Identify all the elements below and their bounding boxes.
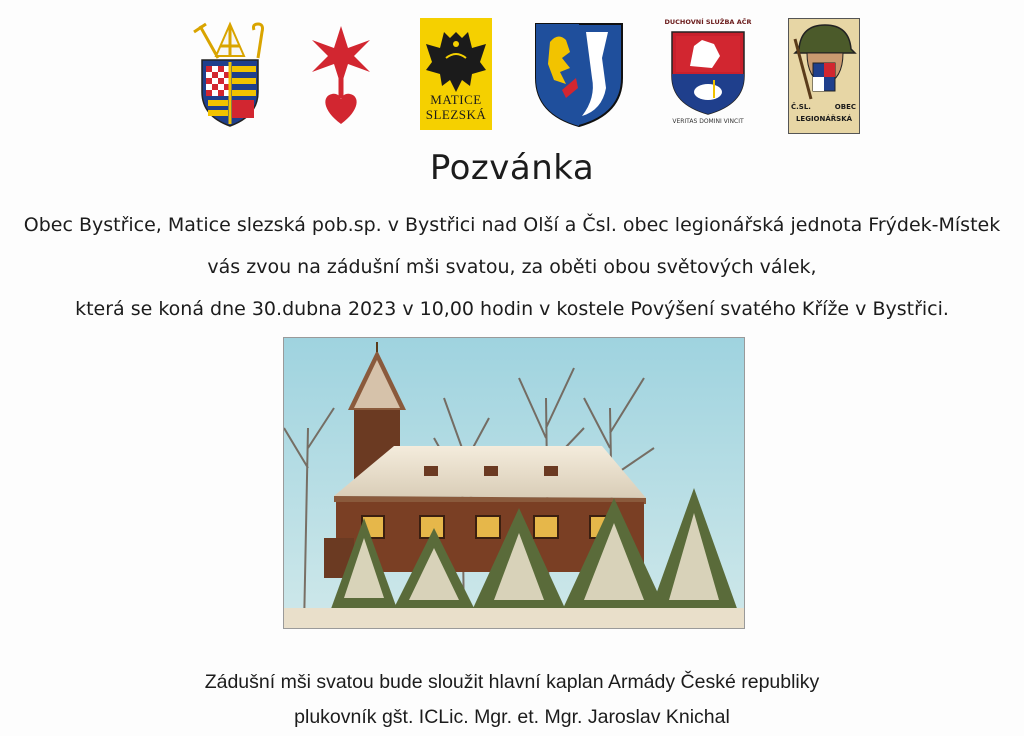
eagle-half-shield-icon: [532, 18, 626, 130]
duchovni-sluzba-logo: [664, 18, 752, 134]
invitation-line-2: vás zvou na zádušní mši svatou, za oběti obou světových válek,: [207, 256, 817, 278]
legionnaire-helmet-icon: [789, 19, 859, 101]
invitation-line-1: Obec Bystřice, Matice slezská pob.sp. v Bystřici nad Olší a Čsl. obec legionářská jednota Frýdek-Místek: [23, 214, 1001, 236]
celebrant-line-2: plukovník gšt. ICLic. Mgr. et. Mgr. Jaroslav Knichal: [294, 706, 730, 728]
cs-obec-legionarska-logo: [788, 18, 860, 134]
lion-lamb-shield-icon: [664, 26, 752, 118]
wooden-church-winter-image: [284, 338, 744, 628]
matice-slezska-logo: [420, 18, 492, 130]
logo-row: [0, 18, 1024, 136]
duchovni-sluzba-top-text: DUCHOVNÍ SLUŽBA AČR: [664, 18, 752, 26]
invitation-line-3: která se koná dne 30.dubna 2023 v 10,00 hodin v kostele Povýšení svatého Kříže v Bystřici.: [75, 298, 949, 320]
celebrant-line-1: Zádušní mši svatou bude sloužit hlavní kaplan Armády České republiky: [204, 671, 820, 693]
legion-text-bottom: LEGIONÁŘSKÁ: [795, 115, 853, 123]
page-title: Pozvánka: [429, 148, 595, 188]
legion-text-left: Č.SL.: [791, 103, 811, 111]
duchovni-sluzba-motto: VERITAS DOMINI VINCIT: [672, 118, 744, 125]
bishop-mitre-shield-icon: [188, 18, 272, 130]
matice-slezska-text: MATICE SLEZSKÁ: [425, 92, 487, 122]
maltese-cross-heart-icon: [302, 18, 380, 130]
legion-text-right: OBEC: [834, 103, 856, 111]
church-photo: [283, 337, 745, 629]
